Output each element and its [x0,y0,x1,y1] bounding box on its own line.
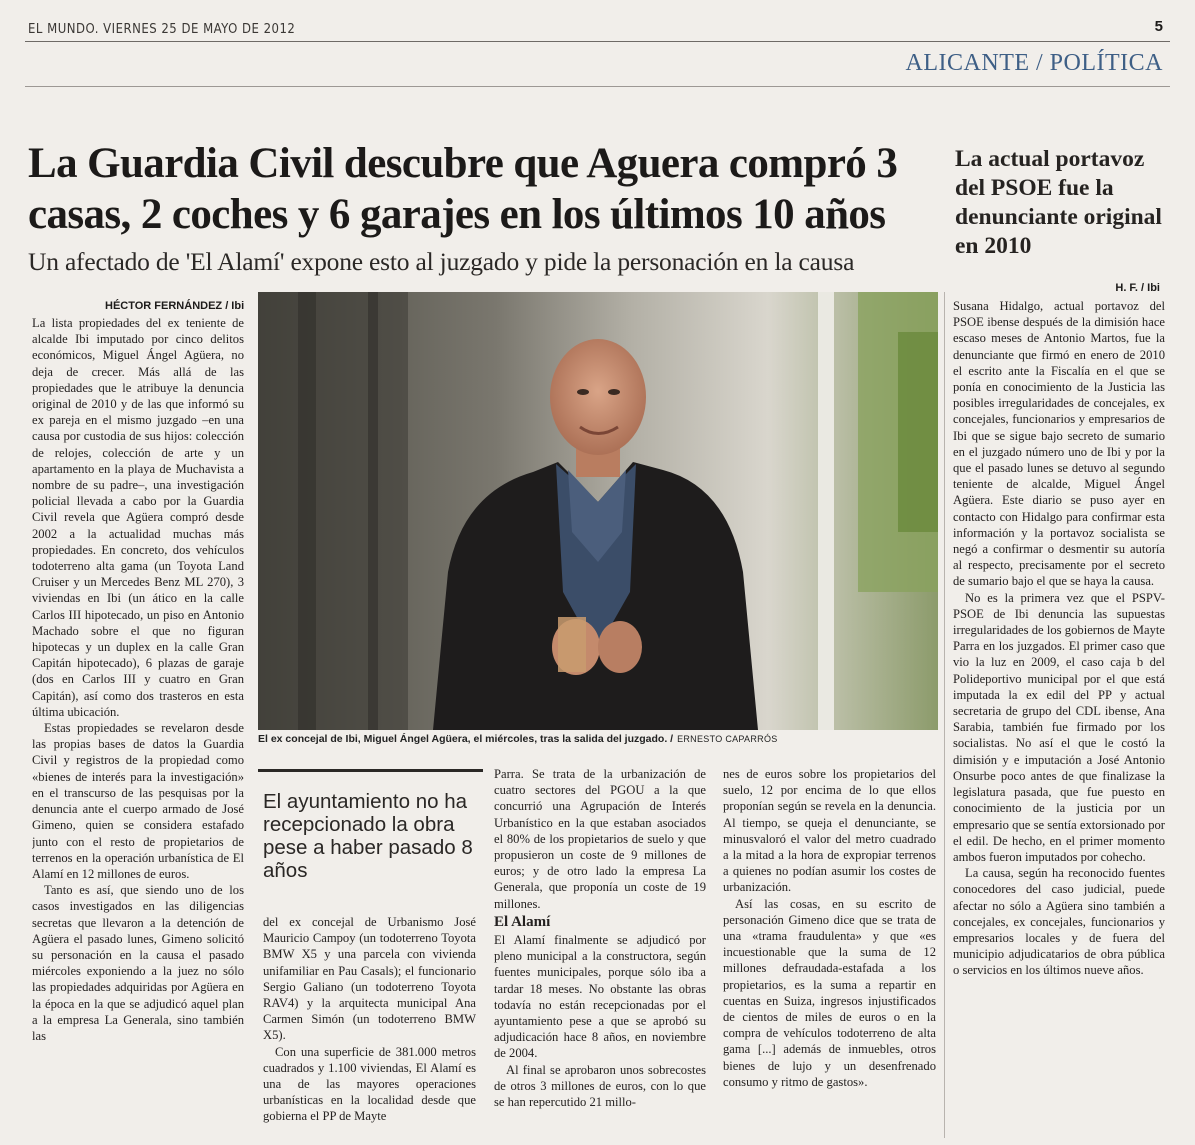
paragraph: Tanto es así, que siendo uno de los casos investigados en las diligencias secretas que llevaron a la detención de Agüera el pasado lunes, Gimeno solicitó su personación en la causa el pasado miércoles exponiendo a la juez no sólo las propiedades adquiridas por Agüera en la época en la que se adjudicó aquel plan a la empresa La Generala, sino también las [32,883,244,1043]
pullquote-rule [258,769,483,772]
paragraph: Al final se aprobaron unos sobrecostes de otros 3 millones de euros, con lo que se han repercutido 21 millo- [494,1062,706,1110]
paragraph: El Alamí finalmente se adjudicó por pleno municipal a la constructora, según fuentes municipales, porque sólo iba a tardar 18 meses. No obstante las obras todavía no están recepcionadas por el ayuntamiento pese a que se aprobó su adjudicación hace 8 años, en noviembre de 2004. [494,933,706,1061]
photo-illustration [258,292,938,730]
paragraph: del ex concejal de Urbanismo José Mauricio Campoy (un todoterreno Toyota BMW X5 y una parcela con vivienda unifamiliar en Pau Casals); el funcionario Sergio Galiano (un todoterreno Toyota RAV4) y la arquitecta municipal Ana Carmen Simón (un todoterreno BMW X5). [263,915,476,1043]
paper-date: EL MUNDO. VIERNES 25 DE MAYO DE 2012 [28,22,296,37]
headline-line-2: casas, 2 coches y 6 garajes en los últimos 10 años [28,191,886,238]
paragraph: Estas propiedades se revelaron desde las propias bases de datos la Guardia Civil y registros de la propiedad como «bienes de interés para la investigación» en el transcurso de las pesquisas por la denuncia ante el cuerpo armado de José Gimeno, quien se considera estafado junto con el resto de propietarios de terrenos en la operación urbanística de El Alamí en 12 millones de euros. [32,721,244,881]
sidebar-title: La actual portavoz del PSOE fue la denunciante original en 2010 [955,146,1162,259]
paragraph: La lista propiedades del ex teniente de alcalde Ibi imputado por cinco delitos económicos, Miguel Ángel Agüera, no deja de crecer. Más allá de las propiedades que le atribuye la denuncia original de 2010 y de las que informó su ex pareja en el mismo juzgado –en una causa por custodia de sus hijos: colección de relojes, colección de arte y un apartamento en la playa de Muchavista a nombre de su padre–, una investigación policial llevada a cabo por la Guardia Civil revela que Agüera compró desde 2002 a la actualidad muchas más propiedades. En concreto, dos vehículos todoterreno alta gama (un Toyota Land Cruiser y un Mercedes Benz ML 270), 3 viviendas en Ibi (un ático en la calle Carlos III hipotecado, un piso en Antonio Machado sobre el que no figuran hipotecas y un duplex en la calle Gran Capitán hipotecado), 6 plazas de garaje (dos en Carlos III y cuatro en Gran Capitán), así como dos trasteros en esta última ubicación. [32,316,244,719]
headline [28,138,928,240]
caption-text: El ex concejal de Ibi, Miguel Ángel Agüera, el miércoles, tras la salida del juzgado. / [258,733,674,745]
paragraph: Con una superficie de 381.000 metros cuadrados y 1.100 viviendas, El Alamí es una de las mayores operaciones urbanísticas en la localidad desde que gobierna el PP de Mayte [263,1044,476,1124]
sidebar-column [953,298,1165,1138]
headline-line-1: La Guardia Civil descubre que Aguera compró 3 [28,140,898,187]
article-column-1 [32,315,244,1135]
photo-caption [258,733,938,745]
paragraph: La causa, según ha reconocido fuentes conocedores del caso judicial, puede afectar no sólo a Agüera sino también a concejales, ex concejales, funcionarios y empresarios locales y de fuera del municipio adjudicatarios de obra pública o servicios en los últimos nueve años. [953,866,1165,978]
article-column-2 [263,914,476,1138]
subheadline: Un afectado de 'El Alamí' expone esto al juzgado y pide la personación en la causa [28,247,855,276]
section-label: ALICANTE / POLÍTICA [905,50,1163,76]
subheading-el-alami: El Alamí [494,913,551,930]
page-number: 5 [1154,18,1163,35]
sidebar-divider [944,292,945,1138]
paragraph: nes de euros sobre los propietarios del suelo, 12 por encima de lo que ellos proponían según se revela en la denuncia. Al tiempo, se queja el denunciante, se minusvaloró el valor del metro cuadrado a la mitad a la hora de expropiar terrenos a quienes no podían asumir los costes de urbanización. [723,767,936,895]
article-photo [258,292,938,730]
paragraph: No es la primera vez que el PSPV-PSOE de Ibi denuncia las supuestas irregularidades de los gobiernos de Mayte Parra en los juzgados. El primer caso que vio la luz en 2009, el caso caja b del Polideportivo municipal por el que está imputada la ex edil del PP y actual secretaria de grupo del CDL ibense, Ana Sarabia, también fue firmado por los socialistas. No así el que le costó la dimisión y e imputación a José Antonio Onsurbe poco antes de que finalizase la legislatura pasada, que fue puesto en conocimiento de la justicia por un empresario que se sentía extorsionado por el edil. De hecho, en el primer momento ambos fueron imputados por cohecho. [953,590,1165,864]
section-rule [25,86,1170,87]
top-rule [25,41,1170,42]
paragraph: Parra. Se trata de la urbanización de cuatro sectores del PGOU a la que concurrió una Agrupación de Interés Urbanístico en la que estaban asociados el 80% de los propietarios de suelo y que propusieron un coste de 9 millones de euros; y de otro lado la empresa La Generala, que proponía un coste de 19 millones. [494,767,706,911]
pullquote: El ayuntamiento no ha recepcionado la obra pese a haber pasado 8 años [263,790,473,882]
article-column-4 [723,766,936,1138]
paragraph: Susana Hidalgo, actual portavoz del PSOE ibense después de la dimisión hace escaso meses de Antonio Martos, fue la denunciante que firmó en enero de 2010 el escrito ante la Fiscalía en el que se ponía en conocimiento de la Justicia las posibles irregularidades de concejales, ex concejales, funcionarios y empresarios de Ibi que se sigue bajo secreto de sumario en el juzgado número uno de Ibi y por la que el pasado lunes se detuvo al segundo teniente de alcalde, Miguel Ángel Agüera. Este diario se puso ayer en contacto con Hidalgo para confirmar esta información y la portavoz socialista se negó a confirmar o desmentir su autoría al respecto, precisamente por el secreto de sumario bajo el que se haya la causa. [953,299,1165,589]
sidebar-byline: H. F. / Ibi [1115,282,1160,294]
byline: HÉCTOR FERNÁNDEZ / Ibi [105,300,245,312]
paragraph: Así las cosas, en su escrito de personación Gimeno dice que se trata de una «trama fraudulenta» y que «es incuestionable que la suma de 12 millones defraudada-estafada a los propietarios, es la suma a repartir en cuentas en Suiza, ingresos injustificados de cientos de miles de euros o en la compra de vehículos todoterreno de alta gama [...] además de inmuebles, otros bienes de lujo y un desenfrenado consumo y ritmo de gastos». [723,896,936,1089]
article-column-3 [494,766,706,1138]
photo-credit: ERNESTO CAPARRÓS [677,734,778,744]
